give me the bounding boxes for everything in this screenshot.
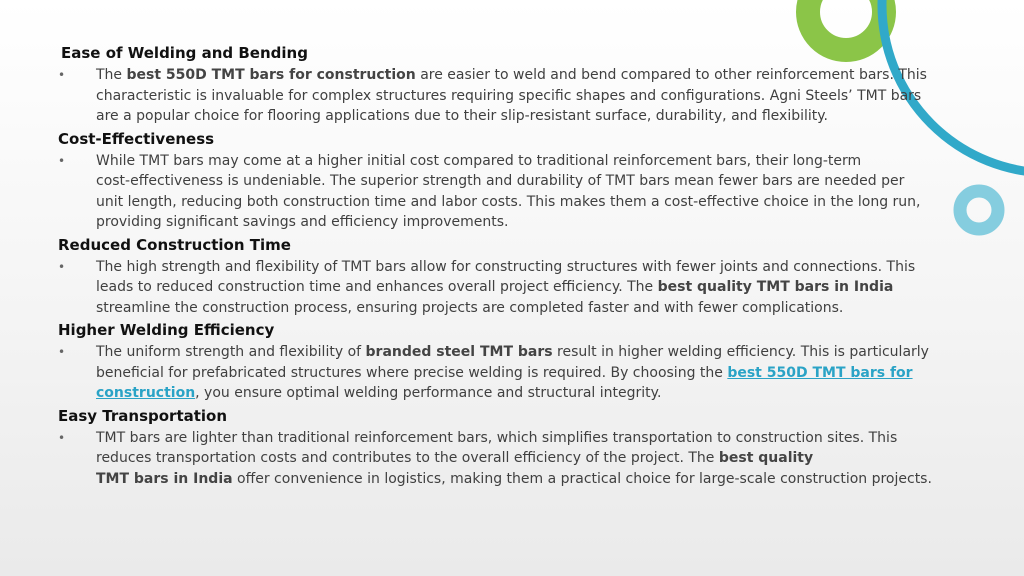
bullet-item xyxy=(58,65,968,127)
paragraph-line: cost-effectiveness is undeniable. The superior strength and durability of TMT bars mean fewer bars are needed per xyxy=(96,173,905,189)
bold-phrase: best 550D TMT bars for construction xyxy=(126,67,416,83)
bold-phrase: branded steel TMT bars xyxy=(365,344,553,360)
paragraph-line: providing significant savings and efficiency improvements. xyxy=(96,214,509,230)
section-ease-of-welding xyxy=(58,41,968,127)
section-heading: Easy Transportation xyxy=(58,406,228,425)
bullet-item xyxy=(58,428,968,490)
paragraph-line: construction, you ensure optimal welding performance and structural integrity. xyxy=(96,385,662,401)
section-easy-transportation xyxy=(58,404,968,490)
paragraph-line: streamline the construction process, ensuring projects are completed faster and with fewer complications. xyxy=(96,299,844,316)
article-body xyxy=(58,41,968,489)
bullet-marker: • xyxy=(58,430,66,445)
best-550d-tmt-link-continued[interactable]: construction xyxy=(96,385,196,401)
bullet-item xyxy=(58,257,968,319)
bullet-marker: • xyxy=(58,345,66,359)
paragraph-line: While TMT bars may come at a higher initial cost compared to traditional reinforcement bars, their long-term xyxy=(96,152,862,169)
section-higher-welding-efficiency xyxy=(58,318,968,404)
section-reduced-construction-time xyxy=(58,233,968,319)
paragraph-line: leads to reduced construction time and enhances overall project efficiency. The best quality TMT bars in India xyxy=(96,279,894,295)
bullet-marker: • xyxy=(58,259,66,274)
paragraph-line: reduces transportation costs and contributes to the overall efficiency of the project. The best quality xyxy=(96,450,814,466)
bullet-item xyxy=(58,342,968,404)
section-heading: Reduced Construction Time xyxy=(58,235,291,254)
paragraph-line: unit length, reducing both construction time and labor costs. This makes them a cost-effective choice in the long run, xyxy=(96,193,921,210)
section-heading: Cost-Effectiveness xyxy=(58,129,215,148)
bold-phrase: best quality xyxy=(718,450,814,466)
bullet-marker: • xyxy=(58,153,66,168)
paragraph-line: The high strength and flexibility of TMT bars allow for constructing structures with fewer joints and connections. This xyxy=(96,258,916,275)
paragraph-line: characteristic is invaluable for complex structures requiring specific shapes and configurations. Agni Steels’ TMT bars xyxy=(96,87,922,104)
paragraph-line: TMT bars in India offer convenience in logistics, making them a practical choice for large-scale construction projects. xyxy=(96,470,932,487)
section-cost-effectiveness xyxy=(58,127,968,233)
paragraph-line: are a popular choice for flooring applications due to their slip-resistant surface, durability, and flexibility. xyxy=(96,108,828,124)
section-heading: Higher Welding Efficiency xyxy=(58,321,275,339)
bullet-marker: • xyxy=(58,68,66,82)
bold-phrase: TMT bars in India xyxy=(96,470,233,487)
paragraph-line: The best 550D TMT bars for construction are easier to weld and bend compared to other reinforcement bars. This xyxy=(96,67,927,83)
bullet-item xyxy=(58,151,968,233)
section-heading: Ease of Welding and Bending xyxy=(61,44,308,62)
paragraph-line: The uniform strength and flexibility of branded steel TMT bars result in higher welding efficiency. This is particularly xyxy=(96,344,929,360)
bold-phrase: best quality TMT bars in India xyxy=(657,279,894,295)
paragraph-line: beneficial for prefabricated structures where precise welding is required. By choosing the best 550D TMT bars for xyxy=(96,364,913,381)
paragraph-line: TMT bars are lighter than traditional reinforcement bars, which simplifies transportation to construction sites. This xyxy=(96,429,898,446)
best-550d-tmt-link[interactable]: best 550D TMT bars for xyxy=(727,364,913,381)
